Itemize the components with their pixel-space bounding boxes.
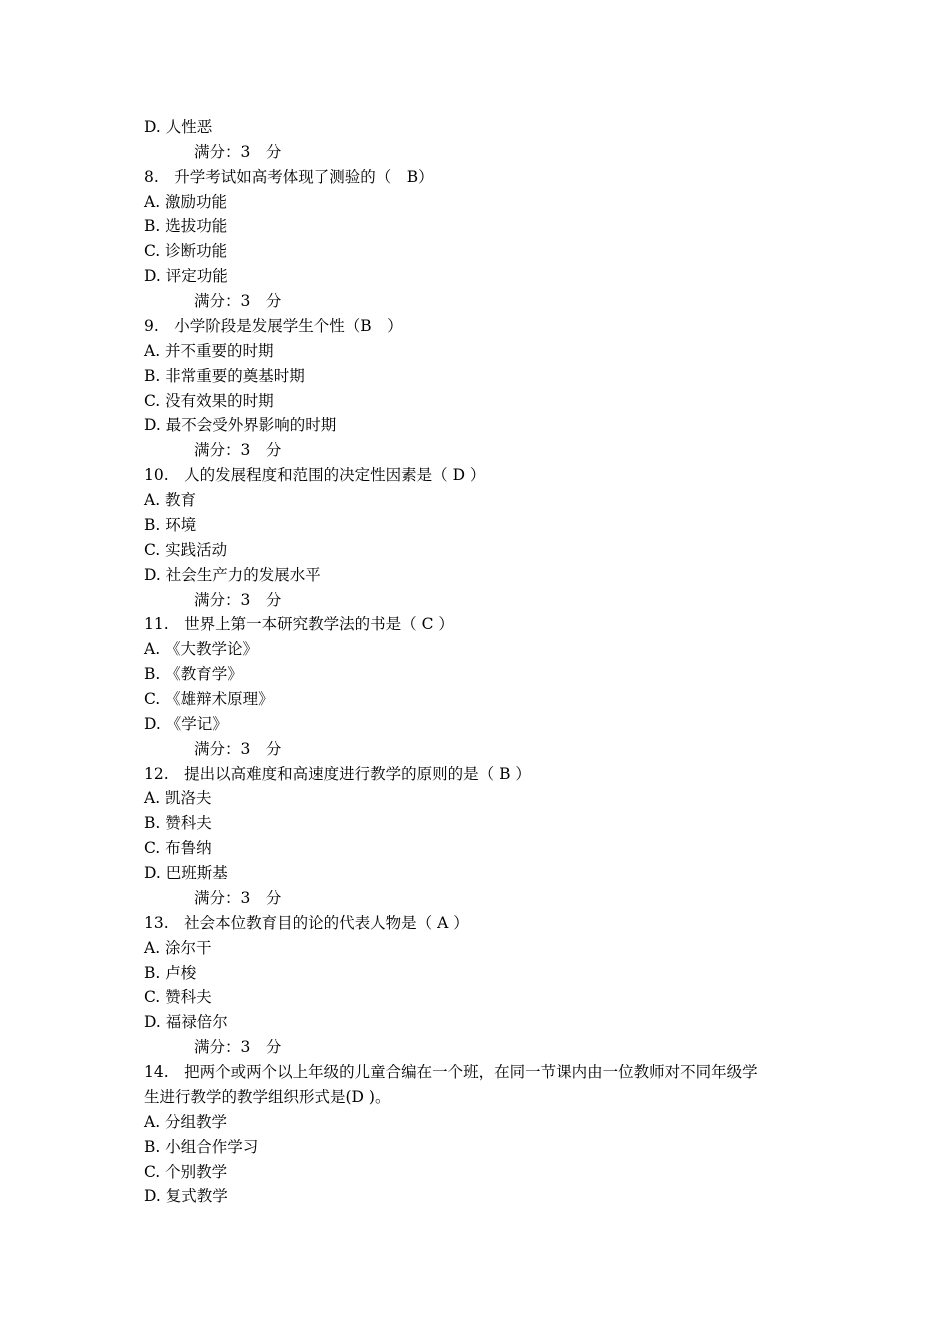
option-line: C. 个别教学 (144, 1162, 228, 1181)
question-line: 10. 人的发展程度和范围的决定性因素是（ D ） (144, 466, 486, 485)
question-continuation-line: 生进行教学的教学组织形式是(D )。 (144, 1087, 391, 1106)
score-line: 满分：3 分 (194, 142, 282, 161)
question-line: 12. 提出以高难度和高速度进行教学的原则的是（ B ） (144, 764, 531, 783)
option-line: C. 赞科夫 (144, 988, 212, 1007)
option-line: C. 布鲁纳 (144, 839, 212, 858)
score-line: 满分：3 分 (194, 590, 282, 609)
option-line: A. 教育 (144, 491, 197, 510)
option-line: A. 激励功能 (144, 192, 228, 211)
option-line: D. 复式教学 (144, 1187, 228, 1206)
option-line: D. 福禄倍尔 (144, 1013, 228, 1032)
score-line: 满分：3 分 (194, 1038, 282, 1057)
option-line: B. 环境 (144, 515, 197, 534)
option-line: A. 涂尔干 (144, 938, 212, 957)
question-line: 9. 小学阶段是发展学生个性（B ） (144, 316, 403, 335)
score-line: 满分：3 分 (194, 441, 282, 460)
option-line: C. 没有效果的时期 (144, 391, 274, 410)
score-line: 满分：3 分 (194, 888, 282, 907)
question-line: 11. 世界上第一本研究教学法的书是（ C ） (144, 615, 454, 634)
score-line: 满分：3 分 (194, 292, 282, 311)
option-line: D. 巴班斯基 (144, 864, 228, 883)
option-line: C. 《雄辩术原理》 (144, 690, 274, 708)
option-line: D. 社会生产力的发展水平 (144, 565, 321, 584)
option-line: A. 并不重要的时期 (144, 341, 274, 360)
score-line: 满分：3 分 (194, 739, 282, 758)
option-line: B. 《教育学》 (144, 665, 243, 684)
option-line: B. 赞科夫 (144, 814, 212, 833)
option-line: D. 最不会受外界影响的时期 (144, 416, 337, 435)
option-line: D. 评定功能 (144, 267, 228, 286)
question-line: 8. 升学考试如高考体现了测验的（ B） (144, 167, 434, 186)
option-line: A. 凯洛夫 (144, 789, 212, 808)
option-line: D. 人性恶 (144, 118, 213, 136)
option-line: C. 实践活动 (144, 540, 228, 559)
question-line: 14. 把两个或两个以上年级的儿童合编在一个班，在同一节课内由一位教师对不同年级学 (144, 1063, 758, 1082)
option-line: B. 选拔功能 (144, 217, 228, 236)
option-line: B. 卢梭 (144, 963, 197, 982)
option-line: C. 诊断功能 (144, 242, 228, 261)
option-line: A. 分组教学 (144, 1112, 228, 1131)
question-line: 13. 社会本位教育目的论的代表人物是（ A ） (144, 913, 469, 932)
option-line: A. 《大教学论》 (144, 640, 259, 659)
option-line: B. 非常重要的奠基时期 (144, 366, 305, 385)
option-line: B. 小组合作学习 (144, 1137, 259, 1156)
option-line: D. 《学记》 (144, 714, 228, 733)
